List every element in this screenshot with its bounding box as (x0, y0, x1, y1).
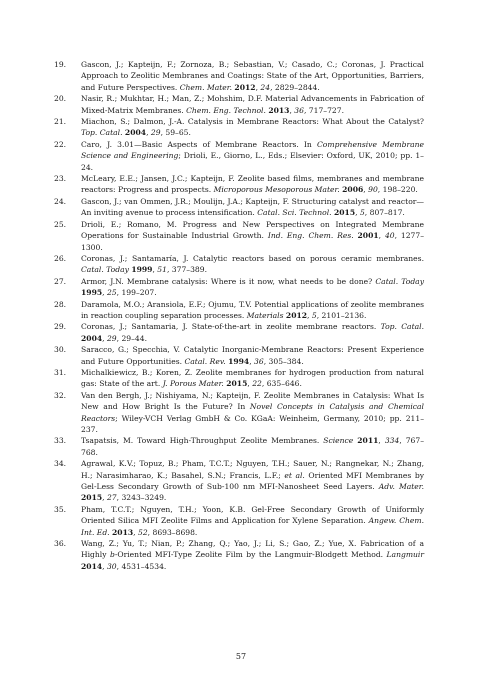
reference-segment: et al. (284, 470, 305, 480)
reference-segment: 2015 (81, 493, 103, 503)
reference-segment: Daramola, M.O.; Aransiola, E.F.; Ojumu, T.V. Potential applications of zeolite membranes in reaction coupling separation processes. (81, 299, 424, 320)
reference-number: 25. (54, 219, 67, 229)
reference-segment: ; Drioli, E., Giorno, L., Eds.; Elsevier: Oxford, UK, 2010; pp. 1–24. (81, 151, 424, 172)
reference-segment: , 59–65. (160, 128, 191, 138)
reference-segment: 36 (294, 105, 304, 115)
reference-segment: 5 (311, 310, 317, 320)
reference-segment: Pham, T.C.T.; Nguyen, T.H.; Yoon, K.B. Gel-Free Secondary Growth of Uniformly Oriented Silica MFI Zeolite Films and Application for Xylene Separation. (81, 504, 424, 526)
reference-segment: , 3243–3249. (116, 493, 167, 503)
reference-segment: Science (323, 436, 354, 446)
reference-segment: 29 (150, 128, 161, 138)
reference-segment: 2001 (357, 231, 379, 241)
reference-segment: Drioli, E.; Romano, M. Progress and New Perspectives on Integrated Membrane Operations for Sustainable Industrial Growth. (81, 219, 424, 241)
reference-item (54, 219, 424, 253)
reference-segment: Gascon, J.; van Ommen, J.R.; Moulijn, J.A.; Kapteijn, F. Structuring catalyst and reactor—An inviting avenue to process intensification. (81, 196, 424, 218)
reference-segment: J. Porous Mater. (162, 379, 224, 389)
reference-segment: Catal. Today (375, 276, 424, 286)
reference-item (54, 538, 424, 572)
reference-item (54, 435, 424, 458)
reference-segment: 1995 (81, 288, 103, 298)
reference-segment: Saracco, G.; Specchia, V. Catalytic Inorganic-Membrane Reactors: Present Experience and Future Opportunities. (81, 345, 424, 366)
reference-segment: , 1277–1300. (81, 231, 425, 252)
reference-text (81, 538, 424, 572)
reference-number: 27. (54, 276, 67, 286)
reference-text (81, 219, 424, 253)
reference-segment: , (249, 356, 255, 366)
reference-segment: , 305–384. (263, 356, 304, 366)
reference-segment: , (102, 333, 107, 343)
reference-text (81, 139, 424, 173)
reference-segment: Armor, J.N. Membrane catalysis: Where is it now, what needs to be done? (81, 276, 376, 286)
reference-segment: , (152, 265, 158, 275)
reference-segment: Nasir, R.; Mukhtar, H.; Man, Z.; Mohshim, D.F. Material Advancements in Fabrication of Mixed-Matrix Membranes. (81, 94, 424, 115)
reference-number: 26. (54, 253, 67, 263)
reference-text (81, 116, 424, 139)
reference-segment: 2014 (81, 561, 103, 571)
reference-segment: , (307, 310, 312, 320)
reference-item (54, 196, 424, 219)
reference-segment: , (102, 493, 107, 503)
reference-item (54, 321, 424, 344)
reference-segment: Adv. Mater. (378, 482, 424, 492)
reference-text (81, 93, 424, 116)
reference-segment: Agrawal, K.V.; Topuz, B.; Pham, T.C.T.; Nguyen, T.H.; Sauer, N.; Rangnekar, N.; Zhang, H.; Narasimharao, K.; Basahel, S.N.; Francis, L.F.; (81, 459, 424, 480)
reference-item (54, 116, 424, 139)
reference-segment: Coronas, J.; Santamaria, J. State-of-the-art in zeolite membrane reactors. (81, 322, 381, 332)
reference-segment: Miachon, S.; Dalmon, J.-A. Catalysis in Membrane Reactors: What About the Catalyst? (81, 117, 424, 127)
reference-segment: 51 (157, 265, 167, 275)
reference-segment: 2011 (357, 436, 379, 446)
reference-item (54, 59, 424, 93)
reference-segment: 2015 (226, 379, 248, 389)
reference-number: 32. (54, 390, 67, 400)
reference-segment: Van den Bergh, J.; Nishiyama, N.; Kapteijn, F. Zeolite Membranes in Catalysis: What Is New and How Bright Is the Future? In (81, 390, 424, 412)
reference-number: 21. (54, 117, 67, 127)
reference-segment: 2004 (81, 333, 103, 343)
reference-segment: Microporous Mesoporous Mater. (213, 185, 340, 195)
reference-segment: , (247, 379, 253, 389)
reference-segment: 29 (106, 333, 117, 343)
reference-number: 19. (54, 60, 67, 69)
reference-segment: 2015 (333, 208, 356, 218)
reference-segment: 40 (384, 231, 395, 241)
reference-segment: 90 (368, 185, 378, 195)
reference-segment: 25 (106, 288, 117, 298)
reference-item (54, 390, 424, 436)
reference-segment: Catal. Today (81, 265, 129, 275)
reference-segment: , 2829–2844. (270, 82, 320, 92)
reference-text (81, 276, 424, 299)
reference-item (54, 299, 424, 322)
reference-segment: 5 (359, 208, 365, 218)
reference-segment: , 377–389. (166, 265, 207, 275)
reference-text (81, 367, 424, 390)
reference-number: 36. (54, 539, 67, 549)
reference-segment: 27 (106, 493, 117, 503)
reference-segment: , (133, 527, 138, 537)
reference-segment: Catal. Rev. (184, 356, 226, 366)
reference-segment: Tsapatsis, M. Toward High-Throughput Zeolite Membranes. (81, 436, 324, 446)
reference-segment: 2013 (112, 527, 134, 537)
reference-segment: 2004 (124, 128, 147, 138)
reference-number: 23. (54, 174, 67, 184)
reference-text (81, 59, 424, 93)
reference-text (81, 390, 424, 436)
reference-segment: Coronas, J.; Santamaría, J. Catalytic reactors based on porous ceramic membranes. (81, 253, 424, 263)
reference-text (81, 458, 424, 504)
reference-number: 31. (54, 367, 67, 377)
reference-segment: , 8693–8698. (147, 527, 198, 537)
reference-number: 34. (54, 459, 67, 469)
reference-text (81, 344, 424, 367)
reference-segment: Novel Concepts in Catalysis and Chemical Reactors (81, 402, 424, 423)
reference-text (81, 299, 424, 322)
reference-segment: , 717–727. (303, 105, 344, 115)
reference-text (81, 196, 424, 219)
reference-item (54, 367, 424, 390)
reference-segment: Top. Catal. (380, 322, 424, 332)
reference-segment: -Oriented MFI-Type Zeolite Film by the Langmuir-Blodgett Method. (114, 550, 387, 560)
reference-number: 33. (54, 436, 67, 446)
reference-segment: , (378, 436, 385, 446)
reference-number: 28. (54, 299, 67, 309)
reference-segment: , 199–207. (116, 288, 157, 298)
reference-segment: ; Wiley-VCH Verlag GmbH & Co. KGaA: Weinheim, Germany, 2010; pp. 211–237. (81, 413, 424, 434)
reference-segment: Caro, J. 3.01—Basic Aspects of Membrane Reactors. In (81, 139, 317, 149)
reference-text (81, 321, 424, 344)
reference-segment: , (363, 185, 369, 195)
reference-text (81, 253, 424, 276)
reference-segment: Oriented MFI Membranes by Gel-Less Secondary Growth of Sub-100 nm MFI-Nanosheet Seed Layers. (81, 470, 424, 492)
reference-segment: Langmuir (386, 550, 424, 560)
reference-text (81, 504, 424, 538)
reference-number: 30. (54, 345, 67, 355)
reference-segment: Materials (246, 310, 284, 320)
reference-segment: Comprehensive Membrane Science and Engineering (81, 139, 424, 161)
reference-segment: 52 (137, 527, 148, 537)
reference-segment: 2006 (342, 185, 364, 195)
reference-segment: , (102, 561, 107, 571)
reference-item (54, 504, 424, 538)
reference-segment: McLeary, E.E.; Jansen, J.C.; Kapteijn, F. Zeolite based films, membranes and membrane reactors: Progress and prospects. (81, 174, 424, 195)
reference-segment: , 635–646. (261, 379, 302, 389)
reference-segment: 22 (252, 379, 262, 389)
reference-item (54, 253, 424, 276)
reference-segment: , (289, 105, 295, 115)
reference-segment: , (102, 288, 107, 298)
reference-item (54, 93, 424, 116)
reference-segment: , 807–817. (364, 208, 405, 218)
page-number: 57 (235, 652, 247, 661)
reference-segment: Catal. Sci. Technol. (257, 208, 332, 218)
reference-segment: 2012 (234, 82, 256, 92)
reference-segment: Angew. Chem. Int. Ed. (81, 516, 424, 537)
reference-segment: 334 (384, 436, 400, 446)
reference-segment: , 198–220. (377, 185, 418, 195)
reference-segment: , 2101–2136. (316, 310, 367, 320)
reference-segment: , 4531–4534. (116, 561, 167, 571)
reference-number: 22. (54, 139, 67, 149)
reference-segment: 1999 (131, 265, 153, 275)
reference-segment: Ind. Eng. Chem. Res. (267, 231, 354, 241)
reference-segment: 36 (254, 356, 264, 366)
reference-list (54, 59, 424, 572)
reference-segment: , 767–768. (81, 436, 424, 457)
reference-segment: Gascon, J.; Kapteijn, F.; Zornoza, B.; Sebastian, V.; Casado, C.; Coronas, J. Practical Approach to Zeolitic Membranes and Coatings: State of the Art, Opportunities, Barriers, and Future Perspectives. (81, 60, 424, 92)
reference-segment: Chem. Mater. (179, 82, 232, 92)
reference-segment: , 29–44. (116, 333, 148, 343)
reference-item (54, 458, 424, 504)
reference-text (81, 435, 424, 458)
reference-item (54, 139, 424, 173)
reference-segment: 2013 (268, 105, 290, 115)
reference-segment: Top. Catal. (81, 128, 123, 138)
reference-number: 29. (54, 322, 67, 332)
reference-number: 35. (54, 504, 67, 514)
reference-segment: 2012 (285, 310, 308, 320)
reference-segment: 30 (106, 561, 117, 571)
reference-text (81, 173, 424, 196)
reference-segment: 1994 (228, 356, 250, 366)
reference-number: 20. (54, 94, 67, 104)
reference-segment: b (109, 550, 115, 560)
reference-segment: Chem. Eng. Technol. (186, 105, 266, 115)
reference-segment: Wang, Z.; Yu, T.; Nian, P.; Zhang, Q.; Yao, J.; Li, S.; Gao, Z.; Yue, X. Fabrication of a Highly (81, 539, 424, 560)
reference-segment: Michalkiewicz, B.; Koren, Z. Zeolite membranes for hydrogen production from natural gas: State of the art. (81, 367, 424, 389)
reference-segment: , (355, 208, 360, 218)
reference-segment: 24 (260, 82, 271, 92)
reference-item (54, 276, 424, 299)
reference-segment: , (378, 231, 385, 241)
reference-segment: , (255, 82, 261, 92)
reference-number: 24. (54, 196, 67, 206)
reference-segment: , (146, 128, 151, 138)
reference-item (54, 344, 424, 367)
reference-item (54, 173, 424, 196)
